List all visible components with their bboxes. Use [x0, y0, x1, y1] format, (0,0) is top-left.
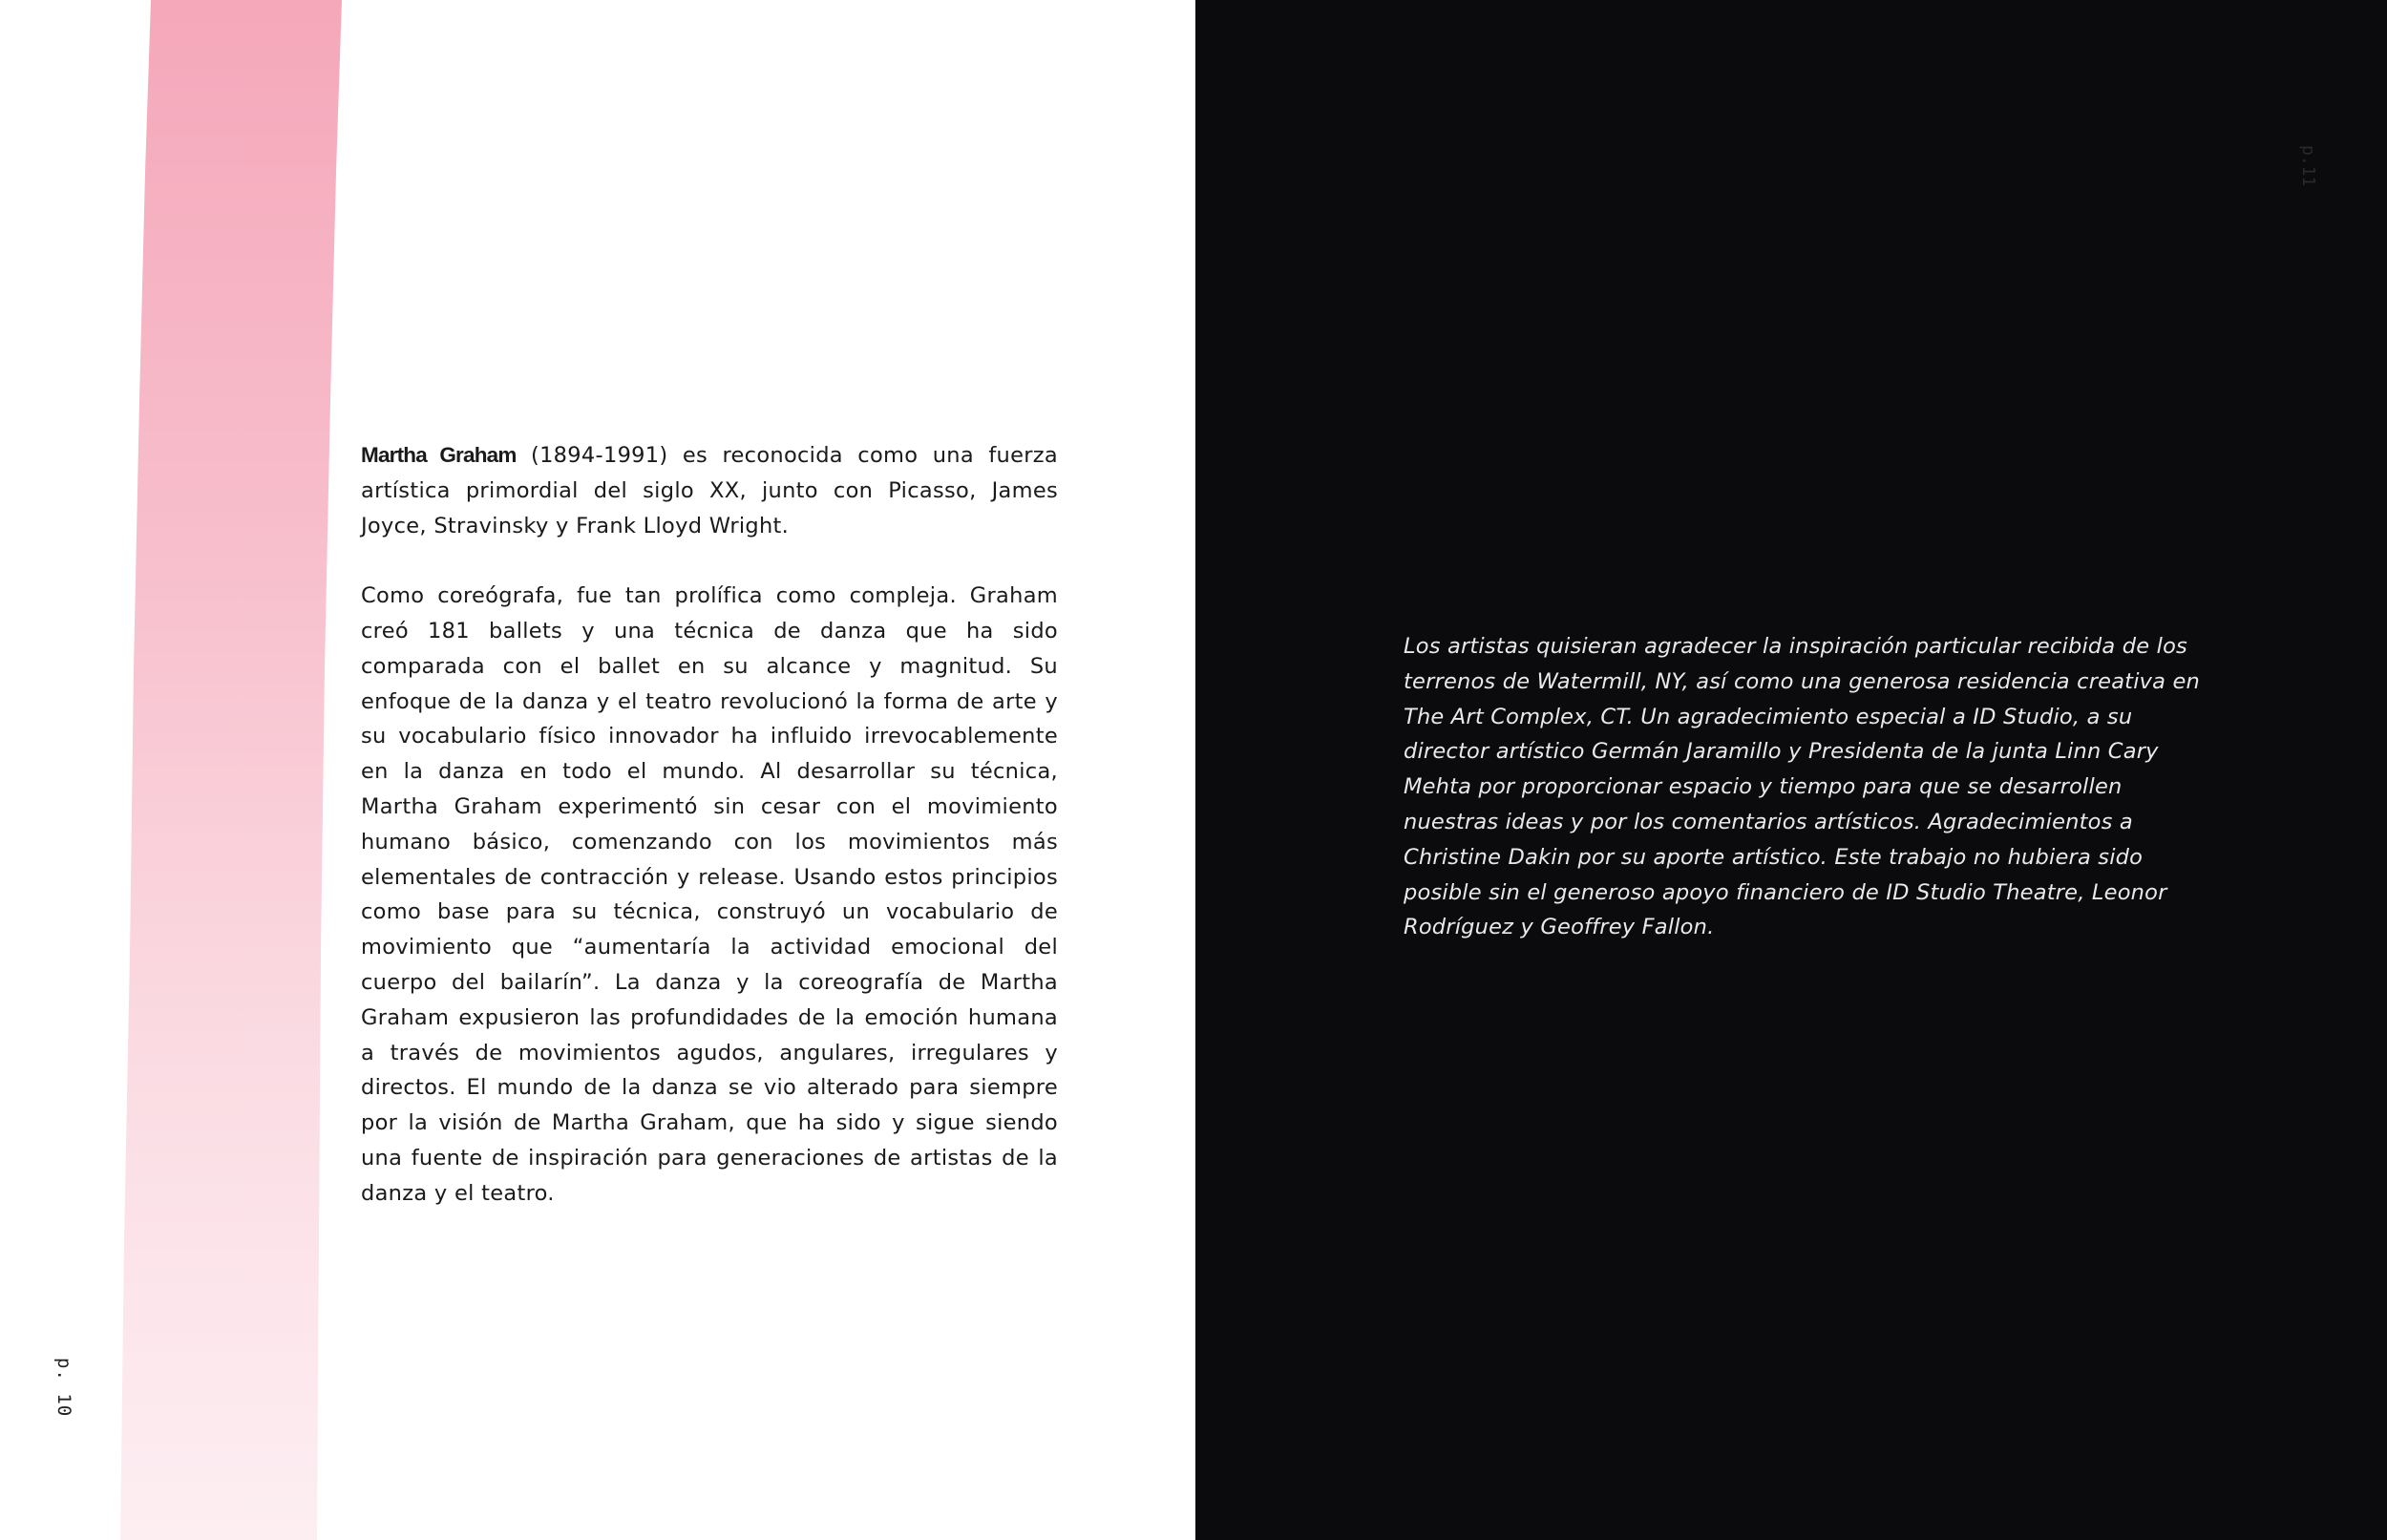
lead-name: Martha Graham — [361, 443, 517, 467]
biography-text — [361, 438, 1058, 1212]
page-number-left: p. 10 — [53, 1358, 74, 1418]
acknowledgement-text: Los artistas quisieran agradecer la inspiración particular recibida de los terrenos de Watermill, NY, así como una generosa residencia creativa en The Art Complex, CT. Un agradecimiento especial a ID Studio, a su director artístico Germán Jaramillo y Presidenta de la junta Linn Cary Mehta por proporcionar espacio y tiempo para que se desarrollen nuestras ideas y por los comentarios artísticos. Agradecimientos a Christine Dakin por su aporte artístico. Este trabajo no hubiera sido posible sin el generoso apoyo financiero de ID Studio Theatre, Leonor Rodríguez y Geoffrey Fallon. — [1404, 634, 2201, 940]
page-number-right: p.11 — [2298, 145, 2318, 187]
paragraph-1-text: (1894-1991) es reconocida como una fuerza artística primordial del siglo XX, junto con Picasso, James Joyce, Stravinsky y Frank Lloyd Wright. — [361, 443, 1058, 538]
biography-paragraph-1 — [361, 438, 1058, 543]
right-page — [1195, 0, 2387, 1540]
pink-brush-stripe — [0, 0, 382, 1540]
biography-paragraph-2: Como coreógrafa, fue tan prolífica como compleja. Graham creó 181 ballets y una técnica de danza que ha sido comparada con el ballet en su alcance y magnitud. Su enfoque de la danza y el teatro revolucionó la forma de arte y su vocabulario físico innovador ha influido irrevocablemente en la danza en todo el mundo. Al desarrollar su técnica, Martha Graham experimentó sin cesar con el movimiento humano básico, comenzando con los movimientos más elementales de contracción y release. Usando estos principios como base para su técnica, construyó un vocabulario de movimiento que “aumentaría la actividad emocional del cuerpo del bailarín”. La danza y la coreografía de Martha Graham expusieron las profundidades de la emoción humana a través de movimientos agudos, angulares, irregulares y directos. El mundo de la danza se vio alterado para siempre por la visión de Martha Graham, que ha sido y sigue siendo una fuente de inspiración para generaciones de artistas de la danza y el teatro. — [361, 583, 1058, 1206]
